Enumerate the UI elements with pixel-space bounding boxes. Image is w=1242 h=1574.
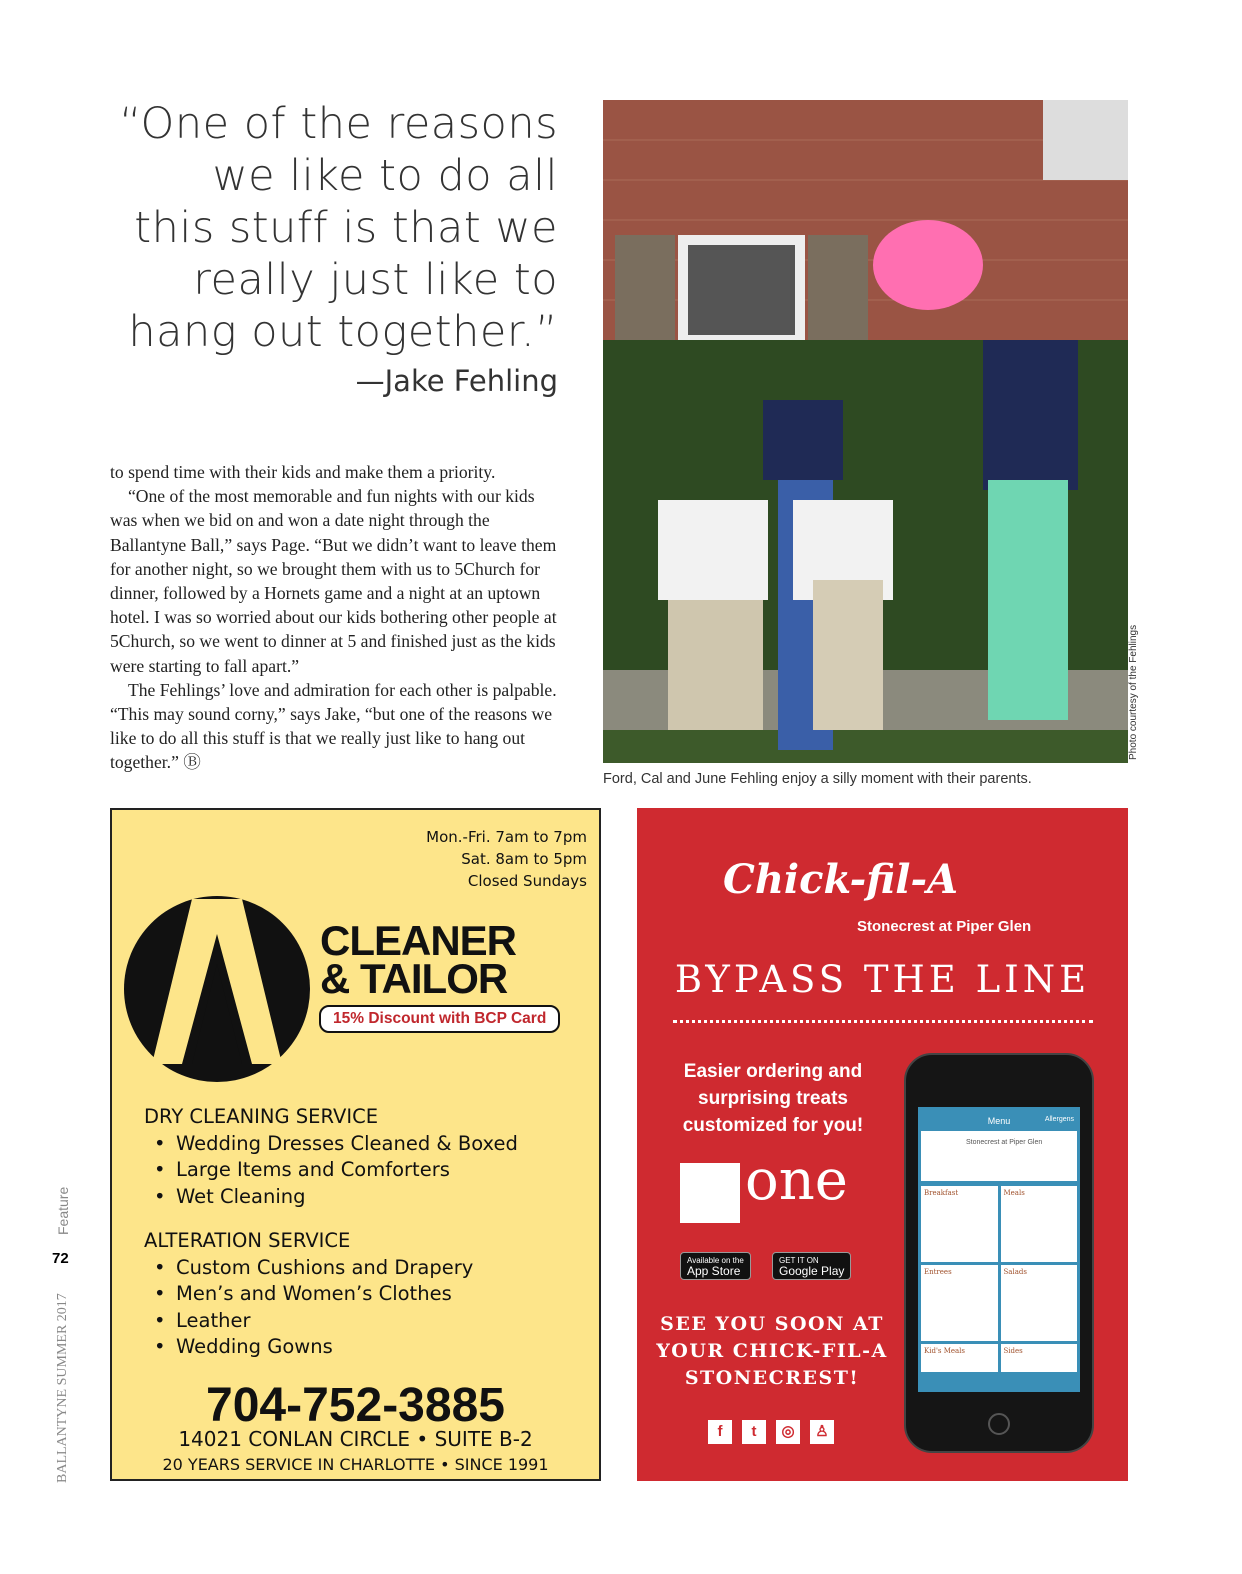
app-store-badge[interactable] bbox=[680, 1252, 751, 1280]
section-title: DRY CLEANING SERVICE bbox=[144, 1105, 379, 1128]
phone-screen bbox=[918, 1107, 1080, 1392]
since-line: 20 YEARS SERVICE IN CHARLOTTE • SINCE 1991 bbox=[162, 1455, 549, 1474]
business-name bbox=[320, 917, 517, 1002]
paragraph: The Fehlings’ love and admiration for each other is palpable. “This may sound corny,” says Jake, “but one of the reasons we like to do all this stuff is that we really just like to hang out together.” Ⓑ bbox=[110, 679, 557, 773]
tagline-line: customized for you! bbox=[682, 1115, 864, 1136]
closing-text bbox=[652, 1311, 892, 1392]
aa-logo bbox=[122, 894, 312, 1084]
photo-credit: Photo courtesy of the Fehlings bbox=[1128, 624, 1139, 760]
service-item: • Wet Cleaning bbox=[144, 1184, 518, 1211]
menu-tile: Kid's Meals bbox=[921, 1344, 998, 1372]
closing-line: YOUR CHICK-FIL-A bbox=[656, 1340, 888, 1362]
page-number: 72 bbox=[52, 1250, 69, 1267]
menu-grid bbox=[918, 1186, 1080, 1372]
badge-small: Available on the bbox=[687, 1256, 744, 1265]
service-item: • Leather bbox=[144, 1308, 473, 1335]
closing-line: SEE YOU SOON AT bbox=[660, 1313, 884, 1335]
badge-label: Google Play bbox=[779, 1264, 845, 1278]
photo-illustration bbox=[603, 100, 1128, 763]
pull-quote bbox=[100, 98, 558, 358]
menu-tile: Salads bbox=[1001, 1265, 1078, 1341]
magazine-name: BALLANTYNE SUMMER 2017 bbox=[55, 1293, 70, 1483]
chick-fil-a-logo: Chick-fil-A bbox=[723, 856, 959, 903]
cleaner-tailor-ad bbox=[110, 808, 601, 1481]
hours-line: Mon.-Fri. 7am to 7pm bbox=[426, 828, 587, 846]
paragraph: “One of the most memorable and fun nights with our kids was when we bid on and won a date night through the Ballantyne Ball,” says Page. “But we didn’t want to leave them for another night, so we brought them with us to 5Church for dinner, followed by a Hornets game and a night at an uptown hotel. I was so worried about our kids bothering other people at 5Church, so we went to dinner at 5 and finished just as the kids were starting to fall apart.” bbox=[110, 486, 557, 676]
photo-caption: Ford, Cal and June Fehling enjoy a silly moment with their parents. bbox=[603, 771, 1032, 787]
quote-line: “One of the reasons bbox=[119, 99, 558, 149]
snapchat-icon[interactable]: ♙ bbox=[810, 1420, 834, 1444]
headline: BYPASS THE LINE bbox=[674, 958, 1091, 1001]
dry-cleaning-section bbox=[144, 1104, 518, 1210]
twitter-icon[interactable]: t bbox=[742, 1420, 766, 1444]
quote-line: we like to do all bbox=[212, 151, 558, 201]
service-item: • Men’s and Women’s Clothes bbox=[144, 1281, 473, 1308]
instagram-icon[interactable]: ◎ bbox=[776, 1420, 800, 1444]
menu-tile: Sides bbox=[1001, 1344, 1078, 1372]
business-hours bbox=[426, 826, 587, 892]
tagline-line: surprising treats bbox=[698, 1088, 848, 1109]
chick-fil-a-ad bbox=[637, 808, 1128, 1481]
menu-tile: Entrees bbox=[921, 1265, 998, 1341]
paragraph: to spend time with their kids and make them a priority. bbox=[110, 462, 496, 482]
hours-line: Closed Sundays bbox=[467, 872, 587, 890]
store-card: Stonecrest at Piper Glen bbox=[921, 1131, 1077, 1181]
service-item: • Wedding Dresses Cleaned & Boxed bbox=[144, 1131, 518, 1158]
hours-line: Sat. 8am to 5pm bbox=[461, 850, 587, 868]
quote-line: hang out together.” bbox=[128, 307, 558, 357]
discount-badge: 15% Discount with BCP Card bbox=[319, 1005, 560, 1033]
badge-label: App Store bbox=[687, 1264, 741, 1278]
phone-number: 704-752-3885 bbox=[206, 1379, 505, 1432]
screen-title: Menu bbox=[987, 1116, 1011, 1126]
google-play-badge[interactable] bbox=[772, 1252, 851, 1280]
service-item: • Large Items and Comforters bbox=[144, 1157, 518, 1184]
social-icons bbox=[703, 1420, 839, 1444]
closing-line: STONECREST! bbox=[684, 1367, 860, 1389]
cfa-one-icon bbox=[680, 1163, 740, 1223]
dotted-divider bbox=[673, 1020, 1093, 1023]
app-name: one bbox=[745, 1148, 848, 1213]
tagline-line: Easier ordering and bbox=[683, 1061, 863, 1082]
screen-header bbox=[918, 1107, 1080, 1126]
alteration-section bbox=[144, 1228, 473, 1361]
quote-line: really just like to bbox=[193, 255, 558, 305]
badge-small: GET IT ON bbox=[779, 1256, 819, 1265]
service-item: • Wedding Gowns bbox=[144, 1334, 473, 1361]
tagline bbox=[657, 1058, 889, 1139]
facebook-icon[interactable]: f bbox=[708, 1420, 732, 1444]
location-name: Stonecrest at Piper Glen bbox=[857, 918, 1032, 935]
service-item: • Custom Cushions and Drapery bbox=[144, 1255, 473, 1282]
phone-mockup bbox=[904, 1053, 1094, 1453]
name-line: & TAILOR bbox=[320, 955, 508, 1002]
quote-attribution: —Jake Fehling bbox=[355, 364, 558, 398]
home-button bbox=[988, 1413, 1010, 1435]
section-title: ALTERATION SERVICE bbox=[144, 1229, 351, 1252]
address: 14021 CONLAN CIRCLE • SUITE B-2 bbox=[178, 1427, 533, 1451]
folio-section: Feature bbox=[55, 1186, 71, 1235]
name-line: CLEANER bbox=[320, 917, 517, 964]
menu-tile: Breakfast bbox=[921, 1186, 998, 1262]
family-photo bbox=[603, 100, 1128, 763]
article-body bbox=[110, 460, 566, 775]
menu-tile: Meals bbox=[1001, 1186, 1078, 1262]
allergens-link: Allergens bbox=[1044, 1116, 1074, 1123]
quote-line: this stuff is that we bbox=[134, 203, 558, 253]
